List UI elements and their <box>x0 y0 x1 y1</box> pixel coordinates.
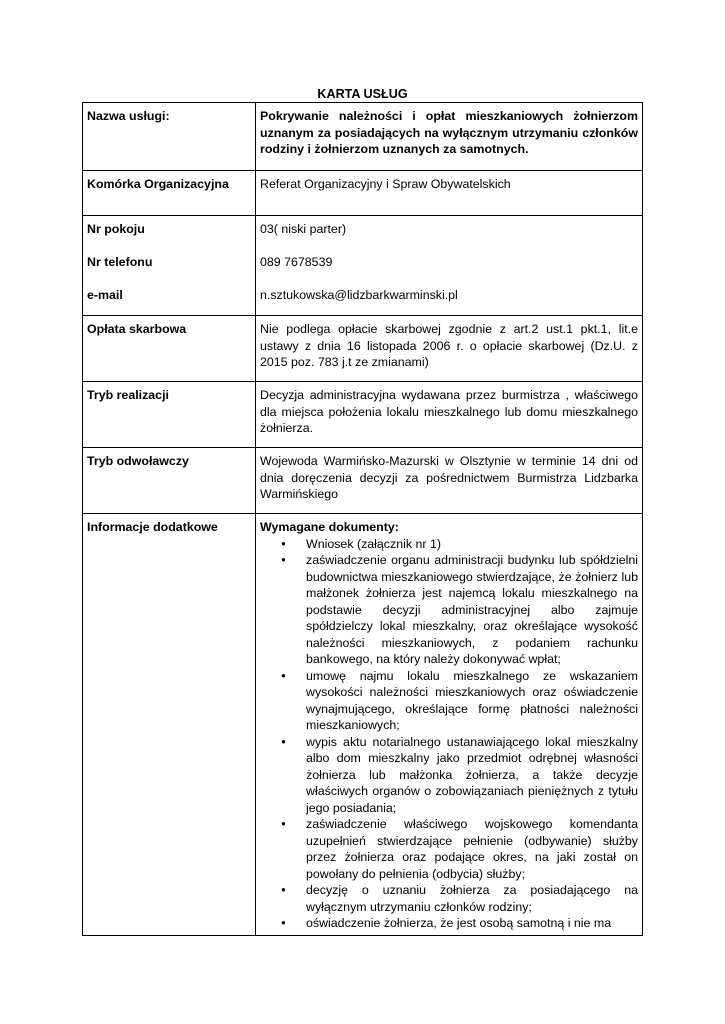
contact-labels <box>83 216 256 316</box>
room-value: 03( niski parter) <box>260 222 347 236</box>
phone-label: Nr telefonu <box>87 255 153 269</box>
service-name-label: Nazwa usługi: <box>83 103 256 171</box>
list-item: ● umowę najmu lokalu mieszkalnego ze wskazaniem wysokości należności mieszkaniowych oraz oświadczenie wynajmującego, określające formę płatności należności mieszkaniowych; <box>306 668 638 734</box>
row-unit <box>83 171 643 216</box>
additional-info-value <box>256 514 643 936</box>
list-item: ● zaświadczenie właściwego wojskowego komendanta uzupełnień stwierdzające pełnienie (odbywanie) służby przez żołnierza oraz podające okres, na jaki został on powołany do pełnienia (odbycia) służby; <box>306 816 638 882</box>
unit-label: Komórka Organizacyjna <box>83 171 256 216</box>
list-item: ● wypis aktu notarialnego ustanawiającego lokal mieszkalny albo dom mieszkalny jako przedmiot odrębnej własności żołnierza lub małżonka żołnierza, a także decyzje właściwych organów o zobowiązaniach pieniężnych z tytułu jego posiadania; <box>306 734 638 817</box>
service-card-table <box>82 102 643 936</box>
phone-value: 089 7678539 <box>260 255 333 269</box>
procedure-label: Tryb realizacji <box>83 382 256 448</box>
required-documents-list <box>260 536 638 932</box>
contact-values <box>256 216 643 316</box>
row-stamp-duty <box>83 316 643 382</box>
list-item: ● oświadczenie żołnierza, że jest osobą samotną i nie ma <box>306 915 638 932</box>
required-documents-heading: Wymagane dokumenty: <box>260 520 399 534</box>
stamp-duty-label: Opłata skarbowa <box>83 316 256 382</box>
room-label: Nr pokoju <box>87 222 145 236</box>
service-name-value: Pokrywanie należności i opłat mieszkaniowych żołnierzom uznanym za posiadających na wyłącznym utrzymaniu członków rodziny i żołnierzom uznanych za samotnych. <box>256 103 643 171</box>
unit-value: Referat Organizacyjny i Spraw Obywatelskich <box>256 171 643 216</box>
additional-info-label: Informacje dodatkowe <box>83 514 256 936</box>
row-service-name <box>83 103 643 171</box>
procedure-value: Decyzja administracyjna wydawana przez burmistrza , właściwego dla miejsca położenia lokalu mieszkalnego lub domu mieszkalnego żołnierza. <box>256 382 643 448</box>
list-item: ● decyzję o uznaniu żołnierza za posiadającego na wyłącznym utrzymaniu członków rodziny; <box>306 882 638 915</box>
document-title: KARTA USŁUG <box>317 87 408 101</box>
appeal-label: Tryb odwoławczy <box>83 448 256 514</box>
row-additional-info <box>83 514 643 936</box>
list-item: ● Wniosek (załącznik nr 1) <box>306 536 638 553</box>
email-label: e-mail <box>87 288 123 302</box>
row-appeal <box>83 448 643 514</box>
list-item: ● zaświadczenie organu administracji budynku lub spółdzielni budownictwa mieszkaniowego stwierdzające, że żołnierz lub małżonek żołnierza jest najemcą lokalu mieszkalnego na podstawie decyzji administracyjnej albo zajmuje spółdzielczy lokal mieszkalny, oraz określające wysokość należności mieszkaniowych, z podaniem rachunku bankowego, na który należy dokonywać wpłat; <box>306 552 638 668</box>
stamp-duty-value: Nie podlega opłacie skarbowej zgodnie z art.2 ust.1 pkt.1, lit.e ustawy z dnia 16 listopada 2006 r. o opłacie skarbowej (Dz.U. z 2015 poz. 783 j.t ze zmianami) <box>256 316 643 382</box>
appeal-value: Wojewoda Warmińsko-Mazurski w Olsztynie w terminie 14 dni od dnia doręczenia decyzji za pośrednictwem Burmistrza Lidzbarka Warmińskiego <box>256 448 643 514</box>
email-value: n.sztukowska@lidzbarkwarminski.pl <box>260 288 458 302</box>
row-contact <box>83 216 643 316</box>
row-procedure <box>83 382 643 448</box>
